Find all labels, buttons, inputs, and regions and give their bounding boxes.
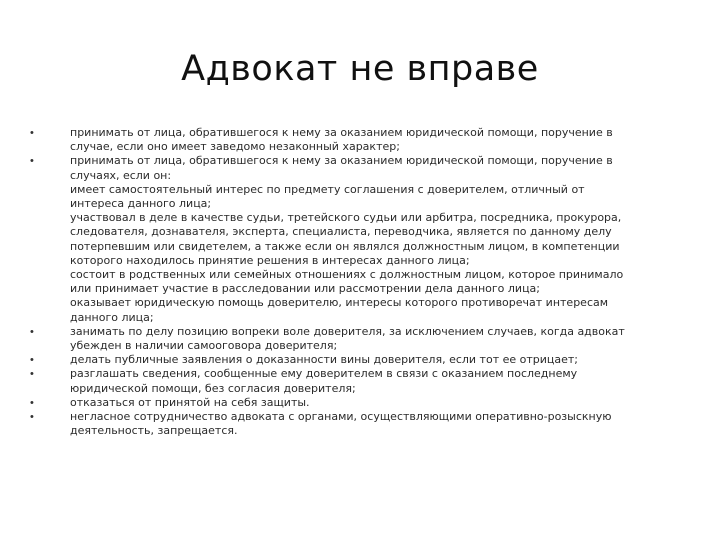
list-item-text bbox=[70, 353, 690, 367]
bullet-icon: • bbox=[30, 354, 34, 367]
list-item bbox=[30, 154, 690, 324]
list-item bbox=[30, 353, 690, 367]
list-item-text bbox=[70, 367, 690, 395]
bullet-icon: • bbox=[30, 368, 34, 381]
bullet-icon: • bbox=[30, 396, 34, 409]
text-line: данного лица; bbox=[70, 310, 154, 324]
text-line: отказаться от принятой на себя защиты. bbox=[70, 395, 310, 409]
text-line: негласное сотрудничество адвоката с органами, осуществляющими оперативно-розыскную bbox=[70, 410, 612, 424]
text-line: занимать по делу позицию вопреки воле доверителя, за исключением случаев, когда адвокат bbox=[70, 324, 625, 338]
text-line: имеет самостоятельный интерес по предмету соглашения с доверителем, отличный от bbox=[70, 182, 585, 196]
list-item bbox=[30, 126, 690, 154]
list-item-text bbox=[70, 126, 690, 154]
list-item bbox=[30, 396, 690, 410]
text-line: делать публичные заявления о доказанности вины доверителя, если тот ее отрицает; bbox=[70, 353, 579, 367]
list-item-text bbox=[70, 154, 690, 324]
bullet-icon: • bbox=[30, 127, 34, 139]
text-line: разглашать сведения, сообщенные ему доверителем в связи с оказанием последнему bbox=[70, 367, 578, 381]
bullet-list bbox=[30, 126, 690, 438]
text-line: принимать от лица, обратившегося к нему за оказанием юридической помощи, поручение в bbox=[70, 154, 613, 168]
text-line: состоит в родственных или семейных отношениях с должностным лицом, которое принимало bbox=[70, 268, 624, 282]
list-item-text bbox=[70, 410, 690, 438]
text-line: деятельность, запрещается. bbox=[70, 424, 238, 438]
bullet-icon: • bbox=[30, 325, 34, 338]
text-line: оказывает юридическую помощь доверителю, интересы которого противоречат интересам bbox=[70, 296, 609, 310]
list-item-text bbox=[70, 396, 690, 410]
list-item bbox=[30, 325, 690, 353]
text-line: участвовал в деле в качестве судьи, третейского судьи или арбитра, посредника, прокурора, bbox=[70, 211, 622, 225]
text-line: интереса данного лица; bbox=[70, 197, 212, 211]
text-line: случаях, если он: bbox=[70, 168, 172, 182]
slide-title: Адвокат не вправе bbox=[181, 49, 539, 89]
bullet-icon: • bbox=[30, 411, 34, 424]
text-line: следователя, дознавателя, эксперта, специалиста, переводчика, является по данному делу bbox=[70, 225, 612, 239]
text-line: которого находилось принятие решения в интересах данного лица; bbox=[70, 253, 470, 267]
text-line: убежден в наличии самооговора доверителя; bbox=[70, 339, 338, 353]
list-item bbox=[30, 367, 690, 395]
text-line: принимать от лица, обратившегося к нему за оказанием юридической помощи, поручение в bbox=[70, 126, 613, 139]
text-line: потерпевшим или свидетелем, а также если он являлся должностным лицом, в компетенции bbox=[70, 239, 620, 253]
list-item-text bbox=[70, 325, 690, 353]
text-line: юридической помощи, без согласия доверителя; bbox=[70, 381, 356, 395]
list-item bbox=[30, 410, 690, 438]
text-line: случае, если оно имеет заведомо незаконный характер; bbox=[70, 140, 400, 154]
text-line: или принимает участие в расследовании или рассмотрении дела данного лица; bbox=[70, 282, 540, 296]
bullet-icon: • bbox=[30, 155, 34, 168]
